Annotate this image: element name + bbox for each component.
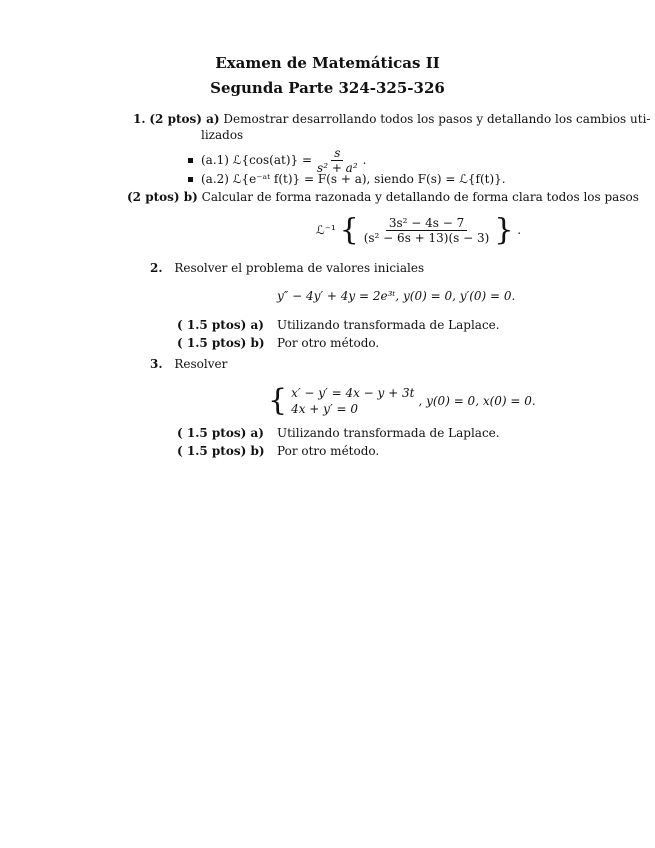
q3-eq1: x′ − y′ = 4x − y + 3t <box>291 386 415 400</box>
q3-part-b-label: ( 1.5 ptos) b) <box>177 444 265 458</box>
q1-line-b <box>127 189 639 205</box>
left-brace-icon: { <box>268 383 288 418</box>
q1-item1-lhs: ℒ{cos(at)} = <box>232 153 313 167</box>
q3-system-block <box>268 384 536 418</box>
q2-part-b-text: Por otro método. <box>277 336 380 350</box>
q1-item1-den: s² + a² <box>317 161 358 175</box>
q1-line-a <box>133 111 650 127</box>
q2-part-a-text: Utilizando transformada de Laplace. <box>277 318 500 332</box>
q1-inv-den: (s² − 6s + 13)(s − 3) <box>363 231 490 245</box>
q1-label-b: (2 ptos) b) <box>127 190 198 204</box>
q2-line <box>150 260 424 276</box>
q1-inv-end: . <box>517 223 522 237</box>
bullet-icon <box>188 177 193 182</box>
q1-item2 <box>188 171 506 187</box>
q1-item1-end: . <box>362 153 367 167</box>
q1-label-a: (2 ptos) a) <box>149 112 220 126</box>
q2-number: 2. <box>150 261 163 275</box>
exam-title: Examen de Matemáticas II <box>215 54 440 72</box>
q2-equation: y″ − 4y′ + 4y = 2e³ᵗ, y(0) = 0, y′(0) = 0. <box>277 289 516 303</box>
q3-eq2: 4x + y′ = 0 <box>291 402 359 416</box>
q2-part-b-label: ( 1.5 ptos) b) <box>177 336 265 350</box>
q3-part-a-label: ( 1.5 ptos) a) <box>177 426 264 440</box>
q1-item2-label: (a.2) <box>201 172 229 186</box>
q1-text-b: Calcular de forma razonada y detallando de forma clara todos los pasos <box>201 190 639 204</box>
q1-inverse-laplace <box>316 212 521 249</box>
q3-conditions: , y(0) = 0, x(0) = 0. <box>418 394 536 408</box>
q1-inv-num: 3s² − 4s − 7 <box>386 216 467 231</box>
q3-line <box>150 356 227 372</box>
q1-item1-label: (a.1) <box>201 153 229 167</box>
q3-system <box>268 384 536 423</box>
bullet-icon <box>188 158 193 163</box>
q1-item1-num: s <box>331 146 343 161</box>
left-brace-icon: { <box>339 212 359 248</box>
q3-number: 3. <box>150 357 163 371</box>
q1-item2-text: ℒ{e⁻ᵃᵗ f(t)} = F(s + a), siendo F(s) = ℒ{f(t)}. <box>232 172 506 186</box>
q2-part-a-label: ( 1.5 ptos) a) <box>177 318 264 332</box>
q1-text-a: Demostrar desarrollando todos los pasos y detallando los cambios uti- <box>223 112 651 126</box>
q1-inv-fraction <box>361 216 493 245</box>
q1-text-a2: lizados <box>201 128 244 142</box>
right-brace-icon: } <box>494 212 514 248</box>
q3-part-b-text: Por otro método. <box>277 444 380 458</box>
q1-number: 1. <box>133 112 146 126</box>
q2-text: Resolver el problema de valores iniciales <box>174 261 425 275</box>
q3-text: Resolver <box>174 357 228 371</box>
q3-part-a-text: Utilizando transformada de Laplace. <box>277 426 500 440</box>
q1-inv-op: ℒ⁻¹ <box>316 223 336 237</box>
q3-equations <box>291 385 414 417</box>
exam-subtitle: Segunda Parte 324-325-326 <box>210 79 445 97</box>
